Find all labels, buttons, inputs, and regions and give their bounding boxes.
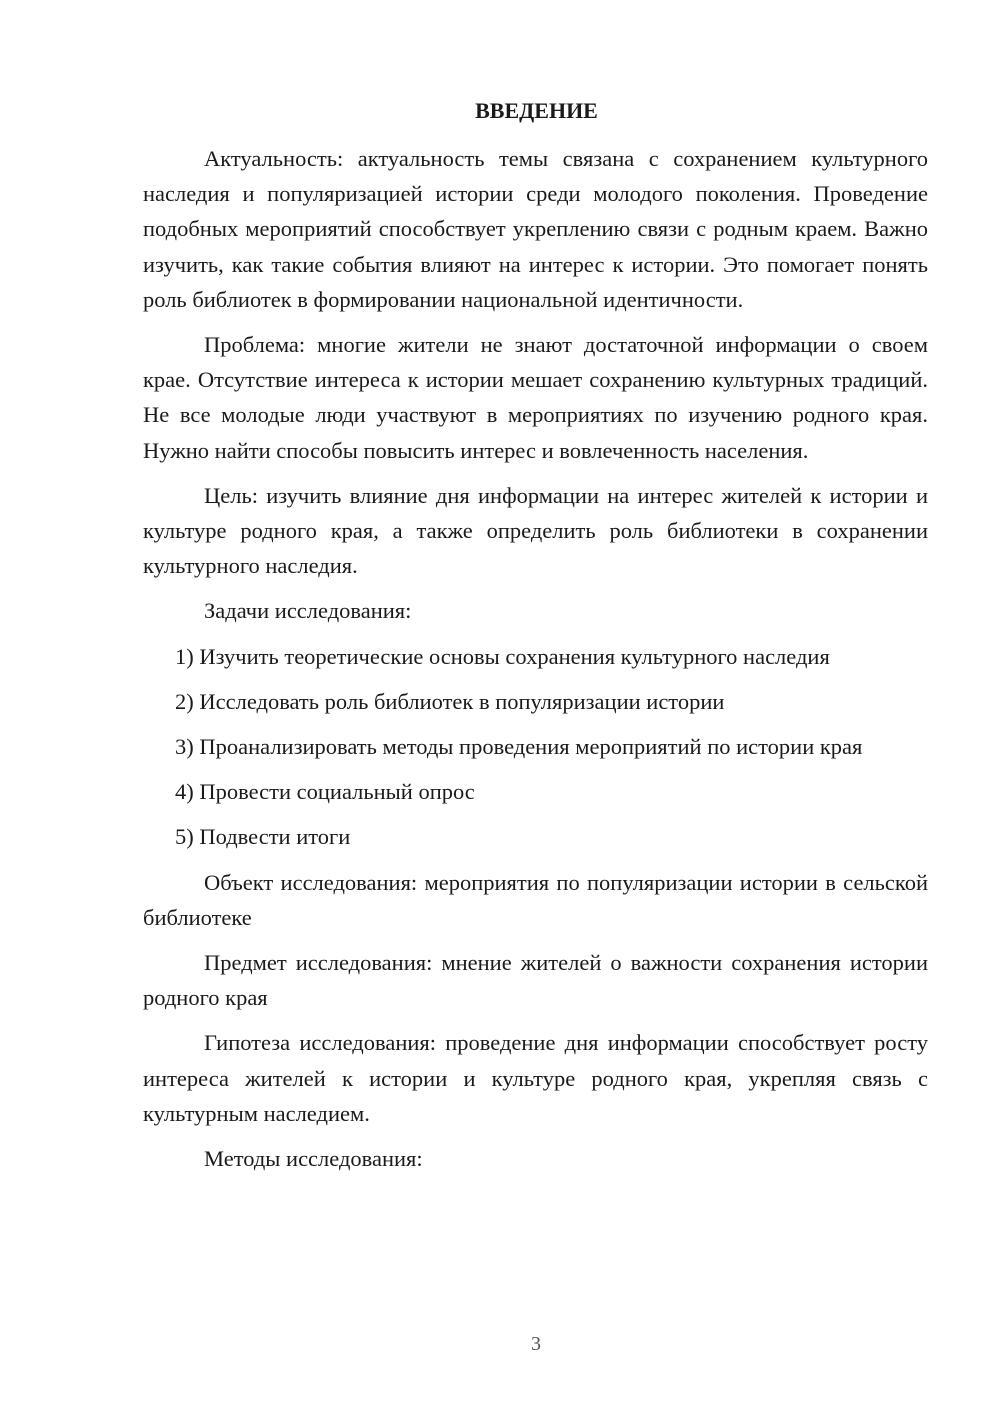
task-item-4: 4) Провести социальный опрос — [175, 779, 475, 805]
tasks-heading: Задачи исследования: — [204, 598, 412, 624]
paragraph-goal: Цель: изучить влияние дня информации на интерес жителей к истории и культуре родного края, а также определить роль библиотеки в сохранении культурного наследия. — [143, 482, 928, 579]
task-item-5: 5) Подвести итоги — [175, 824, 351, 850]
page-number: 3 — [531, 1333, 541, 1355]
section-title: ВВЕДЕНИЕ — [475, 98, 598, 123]
task-item-2: 2) Исследовать роль библиотек в популяризации истории — [175, 688, 725, 714]
task-item-3: 3) Проанализировать методы проведения мероприятий по истории края — [175, 734, 863, 760]
paragraph-object: Объект исследования: мероприятия по популяризации истории в сельской библиотеке — [143, 869, 928, 930]
paragraph-problem: Проблема: многие жители не знают достаточной информации о своем крае. Отсутствие интереса к истории мешает сохранению культурных традиций. Не все молодые люди участвуют в мероприятиях по изучению родного края. Нужно найти способы повысить интерес и вовлеченность населения. — [143, 332, 928, 463]
methods-heading: Методы исследования: — [204, 1146, 423, 1172]
paragraph-relevance: Актуальность: актуальность темы связана с сохранением культурного наследия и популяризацией истории среди молодого поколения. Проведение подобных мероприятий способствует укреплению связи с родным краем. Важно изучить, как такие события влияют на интерес к истории. Это помогает понять роль библиотек в формировании национальной идентичности. — [143, 146, 928, 312]
paragraph-subject: Предмет исследования: мнение жителей о важности сохранения истории родного края — [143, 950, 928, 1011]
task-item-1: 1) Изучить теоретические основы сохранения культурного наследия — [175, 643, 830, 669]
document-page — [143, 94, 928, 1186]
paragraph-hypothesis: Гипотеза исследования: проведение дня информации способствует росту интереса жителей к истории и культуре родного края, укрепляя связь с культурным наследием. — [143, 1030, 928, 1126]
